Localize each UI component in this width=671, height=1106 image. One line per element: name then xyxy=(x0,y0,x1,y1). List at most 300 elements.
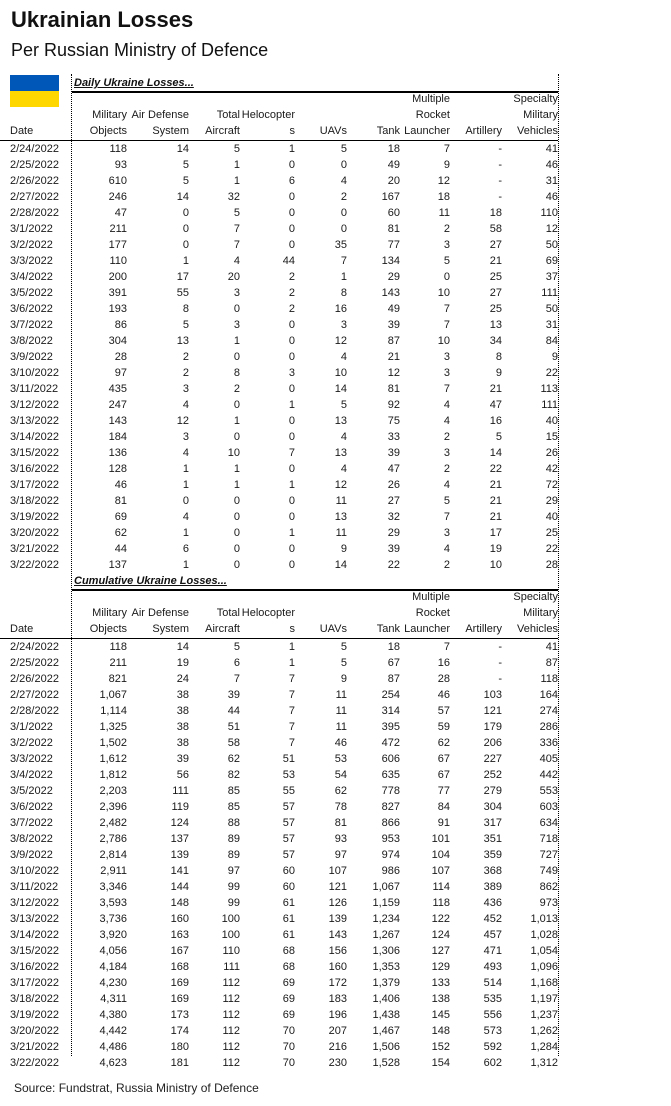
value-cell: 78 xyxy=(334,801,347,813)
column-header-line2: Air Defense xyxy=(131,109,189,121)
value-cell: 0 xyxy=(288,463,295,475)
value-cell: 5 xyxy=(233,641,240,653)
value-cell: 493 xyxy=(483,961,502,973)
column-header xyxy=(400,92,450,141)
value-cell: 0 xyxy=(233,351,240,363)
value-cell: 3 xyxy=(443,527,450,539)
column-header-line1: Multiple xyxy=(412,93,450,105)
value-cell: 122 xyxy=(431,913,450,925)
table-row xyxy=(0,831,558,847)
value-cell: 452 xyxy=(483,913,502,925)
value-cell: 0 xyxy=(233,543,240,555)
value-cell: 7 xyxy=(233,239,240,251)
value-cell: 58 xyxy=(489,223,502,235)
value-cell: 389 xyxy=(483,881,502,893)
value-cell: 62 xyxy=(334,785,347,797)
date-cell: 2/27/2022 xyxy=(10,191,59,203)
value-cell: 69 xyxy=(282,993,295,1005)
value-cell: 39 xyxy=(176,753,189,765)
value-cell: 100 xyxy=(221,929,240,941)
column-header-line2: Air Defense xyxy=(131,607,189,619)
date-cell: 3/8/2022 xyxy=(10,833,53,845)
value-cell: 18 xyxy=(387,641,400,653)
value-cell: 32 xyxy=(387,511,400,523)
value-cell: 2 xyxy=(233,383,240,395)
daily-table-body xyxy=(0,141,558,574)
value-cell: 12 xyxy=(545,223,558,235)
value-cell: 81 xyxy=(387,383,400,395)
value-cell: 160 xyxy=(170,913,189,925)
value-cell: 22 xyxy=(489,463,502,475)
value-cell: 1 xyxy=(288,143,295,155)
value-cell: 610 xyxy=(108,175,127,187)
value-cell: 1,159 xyxy=(372,897,400,909)
column-header-line1 xyxy=(189,92,240,108)
value-cell: 81 xyxy=(114,495,127,507)
value-cell: 718 xyxy=(539,833,558,845)
value-cell: 1,096 xyxy=(530,961,558,973)
value-cell: 53 xyxy=(282,769,295,781)
value-cell: 2 xyxy=(182,367,189,379)
header-row xyxy=(0,92,558,141)
date-cell: 3/6/2022 xyxy=(10,303,53,315)
value-cell: 57 xyxy=(282,801,295,813)
value-cell: 18 xyxy=(489,207,502,219)
value-cell: 778 xyxy=(381,785,400,797)
value-cell: 72 xyxy=(545,479,558,491)
table-row xyxy=(0,879,558,895)
value-cell: 4,442 xyxy=(99,1025,127,1037)
value-cell: 37 xyxy=(545,271,558,283)
value-cell: 3 xyxy=(233,319,240,331)
table-row xyxy=(0,799,558,815)
value-cell: 11 xyxy=(335,527,347,539)
date-cell: 3/11/2022 xyxy=(10,881,59,893)
value-cell: 368 xyxy=(483,865,502,877)
column-header-line1: Specialty xyxy=(513,591,558,603)
value-cell: 12 xyxy=(334,479,347,491)
value-cell: 1 xyxy=(233,159,240,171)
column-header-line3: System xyxy=(152,623,189,635)
value-cell: 41 xyxy=(545,143,558,155)
table-row xyxy=(0,863,558,879)
column-header xyxy=(72,590,127,639)
column-header-line2 xyxy=(10,606,72,622)
value-cell: 13 xyxy=(334,415,347,427)
value-cell: 0 xyxy=(233,431,240,443)
value-cell: 3 xyxy=(182,383,189,395)
source-note: Source: Fundstrat, Russia Ministry of Defence xyxy=(14,1081,259,1095)
value-cell: 0 xyxy=(182,207,189,219)
table-row xyxy=(0,719,558,735)
value-cell: 179 xyxy=(483,721,502,733)
table-row xyxy=(0,911,558,927)
value-cell: 12 xyxy=(387,367,400,379)
value-cell: 7 xyxy=(288,705,295,717)
table-row xyxy=(0,365,558,381)
value-cell: 5 xyxy=(495,431,502,443)
table-row xyxy=(0,141,558,158)
value-cell: 4 xyxy=(443,479,450,491)
value-cell: 4,056 xyxy=(99,945,127,957)
value-cell: 602 xyxy=(483,1057,502,1069)
value-cell: 60 xyxy=(282,865,295,877)
value-cell: 1,406 xyxy=(372,993,400,1005)
value-cell: 58 xyxy=(227,737,240,749)
value-cell: 7 xyxy=(443,319,450,331)
column-header-line3: s xyxy=(289,623,295,635)
value-cell: 184 xyxy=(108,431,127,443)
table-row xyxy=(0,477,558,493)
value-cell: 12 xyxy=(437,175,450,187)
column-header-line3: Launcher xyxy=(404,125,450,137)
column-header-line3: System xyxy=(152,125,189,137)
value-cell: 974 xyxy=(381,849,400,861)
value-cell: 206 xyxy=(483,737,502,749)
table-row xyxy=(0,493,558,509)
flag-blue-band xyxy=(10,75,59,91)
date-cell: 2/24/2022 xyxy=(10,143,59,155)
value-cell: 101 xyxy=(431,833,450,845)
value-cell: 99 xyxy=(227,897,240,909)
column-header xyxy=(240,92,295,141)
value-cell: 4 xyxy=(182,511,189,523)
value-cell: 442 xyxy=(539,769,558,781)
value-cell: 14 xyxy=(176,191,189,203)
date-cell: 3/17/2022 xyxy=(10,479,59,491)
value-cell: 9 xyxy=(340,673,347,685)
value-cell: 55 xyxy=(282,785,295,797)
value-cell: 51 xyxy=(282,753,295,765)
column-header xyxy=(502,92,558,141)
date-cell: 3/2/2022 xyxy=(10,737,53,749)
value-cell: 573 xyxy=(483,1025,502,1037)
value-cell: 118 xyxy=(109,143,127,155)
value-cell: 46 xyxy=(114,479,127,491)
value-cell: 144 xyxy=(170,881,189,893)
value-cell: 124 xyxy=(170,817,189,829)
value-cell: 14 xyxy=(334,383,347,395)
value-cell: 107 xyxy=(328,865,347,877)
value-cell: 3 xyxy=(182,431,189,443)
value-cell: 38 xyxy=(176,689,189,701)
value-cell: 1,267 xyxy=(372,929,400,941)
value-cell: 143 xyxy=(108,415,127,427)
column-header-line3: Date xyxy=(10,125,34,137)
value-cell: 247 xyxy=(108,399,127,411)
date-cell: 3/11/2022 xyxy=(10,383,59,395)
value-cell: 0 xyxy=(233,495,240,507)
value-cell: 112 xyxy=(222,1009,240,1021)
value-cell: 5 xyxy=(443,495,450,507)
value-cell: 0 xyxy=(288,351,295,363)
value-cell: 104 xyxy=(431,849,450,861)
value-cell: 0 xyxy=(182,223,189,235)
value-cell: 4,230 xyxy=(99,977,127,989)
value-cell: 77 xyxy=(387,239,400,251)
value-cell: 97 xyxy=(227,865,240,877)
value-cell: 8 xyxy=(182,303,189,315)
value-cell: 286 xyxy=(539,721,558,733)
value-cell: 128 xyxy=(108,463,127,475)
table-row xyxy=(0,991,558,1007)
value-cell: 62 xyxy=(437,737,450,749)
table-row xyxy=(0,317,558,333)
value-cell: 62 xyxy=(227,753,240,765)
value-cell: 0 xyxy=(288,207,295,219)
value-cell: - xyxy=(498,641,502,653)
value-cell: 7 xyxy=(443,303,450,315)
column-header xyxy=(502,590,558,639)
value-cell: 69 xyxy=(282,977,295,989)
column-header xyxy=(189,590,240,639)
value-cell: 862 xyxy=(539,881,558,893)
value-cell: 1 xyxy=(288,399,295,411)
value-cell: 2 xyxy=(443,431,450,443)
date-cell: 3/13/2022 xyxy=(10,415,59,427)
value-cell: 7 xyxy=(288,673,295,685)
column-header-line1 xyxy=(189,590,240,606)
value-cell: 0 xyxy=(288,431,295,443)
value-cell: 1,067 xyxy=(99,689,127,701)
value-cell: 12 xyxy=(176,415,189,427)
value-cell: 3,346 xyxy=(99,881,127,893)
date-cell: 3/14/2022 xyxy=(10,431,59,443)
column-header-line1 xyxy=(72,590,127,606)
date-cell: 3/12/2022 xyxy=(10,399,59,411)
column-header-line2 xyxy=(347,108,400,124)
value-cell: 2,911 xyxy=(100,865,127,877)
value-cell: 54 xyxy=(334,769,347,781)
value-cell: 3 xyxy=(443,239,450,251)
value-cell: 1 xyxy=(182,479,189,491)
value-cell: 46 xyxy=(437,689,450,701)
value-cell: 5 xyxy=(443,255,450,267)
date-cell: 3/14/2022 xyxy=(10,929,59,941)
value-cell: 69 xyxy=(545,255,558,267)
value-cell: 0 xyxy=(288,559,295,571)
cumulative-table-header xyxy=(0,590,558,639)
date-cell: 3/15/2022 xyxy=(10,447,59,459)
value-cell: 216 xyxy=(328,1041,347,1053)
value-cell: 39 xyxy=(227,689,240,701)
value-cell: 112 xyxy=(222,1041,240,1053)
value-cell: 2 xyxy=(288,271,295,283)
column-header-line2 xyxy=(450,606,502,622)
table-row xyxy=(0,525,558,541)
value-cell: 25 xyxy=(489,271,502,283)
table-row xyxy=(0,333,558,349)
value-cell: 9 xyxy=(443,159,450,171)
column-header-line3: UAVs xyxy=(319,623,347,635)
value-cell: 89 xyxy=(227,849,240,861)
value-cell: 4 xyxy=(340,463,347,475)
table-row xyxy=(0,445,558,461)
value-cell: 471 xyxy=(483,945,502,957)
table-row xyxy=(0,413,558,429)
value-cell: - xyxy=(498,143,502,155)
value-cell: 145 xyxy=(431,1009,450,1021)
value-cell: 39 xyxy=(387,447,400,459)
column-header-line1 xyxy=(240,92,295,108)
value-cell: 634 xyxy=(539,817,558,829)
column-header-line2 xyxy=(295,606,347,622)
value-cell: 21 xyxy=(489,383,502,395)
value-cell: 88 xyxy=(227,817,240,829)
value-cell: 56 xyxy=(176,769,189,781)
value-cell: 40 xyxy=(545,415,558,427)
value-cell: 1,379 xyxy=(372,977,400,989)
value-cell: 61 xyxy=(282,913,295,925)
value-cell: 4 xyxy=(340,175,347,187)
value-cell: 2 xyxy=(443,559,450,571)
value-cell: 57 xyxy=(282,849,295,861)
column-header xyxy=(450,590,502,639)
value-cell: 953 xyxy=(381,833,400,845)
column-header-line2: Total xyxy=(216,109,240,121)
value-cell: 2,786 xyxy=(99,833,127,845)
value-cell: 635 xyxy=(381,769,400,781)
value-cell: 97 xyxy=(114,367,127,379)
value-cell: 19 xyxy=(489,543,502,555)
value-cell: 67 xyxy=(437,753,450,765)
value-cell: 0 xyxy=(288,543,295,555)
value-cell: 3,920 xyxy=(99,929,127,941)
value-cell: 113 xyxy=(540,383,558,395)
value-cell: 9 xyxy=(340,543,347,555)
value-cell: 28 xyxy=(437,673,450,685)
value-cell: 183 xyxy=(328,993,347,1005)
column-header-line1 xyxy=(295,92,347,108)
table-row xyxy=(0,639,558,656)
table-row xyxy=(0,397,558,413)
value-cell: 2 xyxy=(182,351,189,363)
value-cell: 152 xyxy=(431,1041,450,1053)
date-cell: 3/3/2022 xyxy=(10,255,53,267)
value-cell: 8 xyxy=(495,351,502,363)
table-row xyxy=(0,285,558,301)
value-cell: 3 xyxy=(443,351,450,363)
date-cell: 3/10/2022 xyxy=(10,865,59,877)
value-cell: 7 xyxy=(340,255,347,267)
value-cell: 4 xyxy=(182,399,189,411)
value-cell: 196 xyxy=(328,1009,347,1021)
table-row xyxy=(0,205,558,221)
value-cell: 3,736 xyxy=(99,913,127,925)
value-cell: 82 xyxy=(227,769,240,781)
date-cell: 3/21/2022 xyxy=(10,543,59,555)
date-cell: 3/4/2022 xyxy=(10,769,53,781)
value-cell: 111 xyxy=(172,785,189,797)
value-cell: 138 xyxy=(431,993,450,1005)
column-header-line3: Vehicles xyxy=(517,125,558,137)
date-cell: 3/19/2022 xyxy=(10,511,59,523)
value-cell: 13 xyxy=(334,511,347,523)
value-cell: 137 xyxy=(108,559,127,571)
value-cell: 5 xyxy=(182,319,189,331)
header-row xyxy=(0,590,558,639)
value-cell: 137 xyxy=(170,833,189,845)
value-cell: 22 xyxy=(545,543,558,555)
value-cell: 160 xyxy=(328,961,347,973)
value-cell: 986 xyxy=(381,865,400,877)
value-cell: 5 xyxy=(340,399,347,411)
date-cell: 3/22/2022 xyxy=(10,559,59,571)
column-header-line3: UAVs xyxy=(319,125,347,137)
date-cell: 3/13/2022 xyxy=(10,913,59,925)
value-cell: 21 xyxy=(387,351,400,363)
value-cell: 4 xyxy=(233,255,240,267)
value-cell: 112 xyxy=(222,977,240,989)
value-cell: 1 xyxy=(288,657,295,669)
value-cell: 4,311 xyxy=(100,993,127,1005)
value-cell: 0 xyxy=(340,207,347,219)
value-cell: 7 xyxy=(288,447,295,459)
value-cell: 85 xyxy=(227,801,240,813)
value-cell: 556 xyxy=(483,1009,502,1021)
date-cell: 3/17/2022 xyxy=(10,977,59,989)
value-cell: 93 xyxy=(334,833,347,845)
value-cell: 21 xyxy=(489,255,502,267)
date-cell: 3/9/2022 xyxy=(10,351,53,363)
value-cell: 2 xyxy=(288,303,295,315)
value-cell: 7 xyxy=(443,143,450,155)
value-cell: 68 xyxy=(282,961,295,973)
value-cell: 1,262 xyxy=(530,1025,558,1037)
column-header-line2: Military xyxy=(523,607,558,619)
value-cell: 60 xyxy=(282,881,295,893)
value-cell: 1,528 xyxy=(372,1057,400,1069)
column-header-line3: s xyxy=(289,125,295,137)
value-cell: 22 xyxy=(545,367,558,379)
value-cell: 21 xyxy=(489,511,502,523)
value-cell: 100 xyxy=(221,913,240,925)
value-cell: 21 xyxy=(489,479,502,491)
value-cell: 436 xyxy=(483,897,502,909)
value-cell: 246 xyxy=(108,191,127,203)
value-cell: 168 xyxy=(170,961,189,973)
value-cell: 0 xyxy=(288,239,295,251)
value-cell: 1,438 xyxy=(372,1009,400,1021)
value-cell: 252 xyxy=(483,769,502,781)
value-cell: 75 xyxy=(387,415,400,427)
value-cell: 2,482 xyxy=(99,817,127,829)
value-cell: 136 xyxy=(108,447,127,459)
value-cell: 336 xyxy=(539,737,558,749)
cumulative-section-title: Cumulative Ukraine Losses... xyxy=(74,575,227,587)
value-cell: 0 xyxy=(233,559,240,571)
value-cell: 44 xyxy=(282,255,295,267)
column-header xyxy=(72,92,127,141)
value-cell: 2 xyxy=(340,191,347,203)
value-cell: 11 xyxy=(335,705,347,717)
value-cell: 405 xyxy=(539,753,558,765)
value-cell: 1 xyxy=(233,463,240,475)
value-cell: 1 xyxy=(182,463,189,475)
value-cell: 114 xyxy=(432,881,450,893)
value-cell: 84 xyxy=(437,801,450,813)
table-row xyxy=(0,767,558,783)
date-cell: 2/28/2022 xyxy=(10,207,59,219)
value-cell: 3 xyxy=(340,319,347,331)
value-cell: 0 xyxy=(233,303,240,315)
value-cell: 87 xyxy=(387,673,400,685)
value-cell: 9 xyxy=(495,367,502,379)
value-cell: 81 xyxy=(387,223,400,235)
value-cell: 7 xyxy=(288,721,295,733)
value-cell: 41 xyxy=(545,641,558,653)
value-cell: 0 xyxy=(443,271,450,283)
